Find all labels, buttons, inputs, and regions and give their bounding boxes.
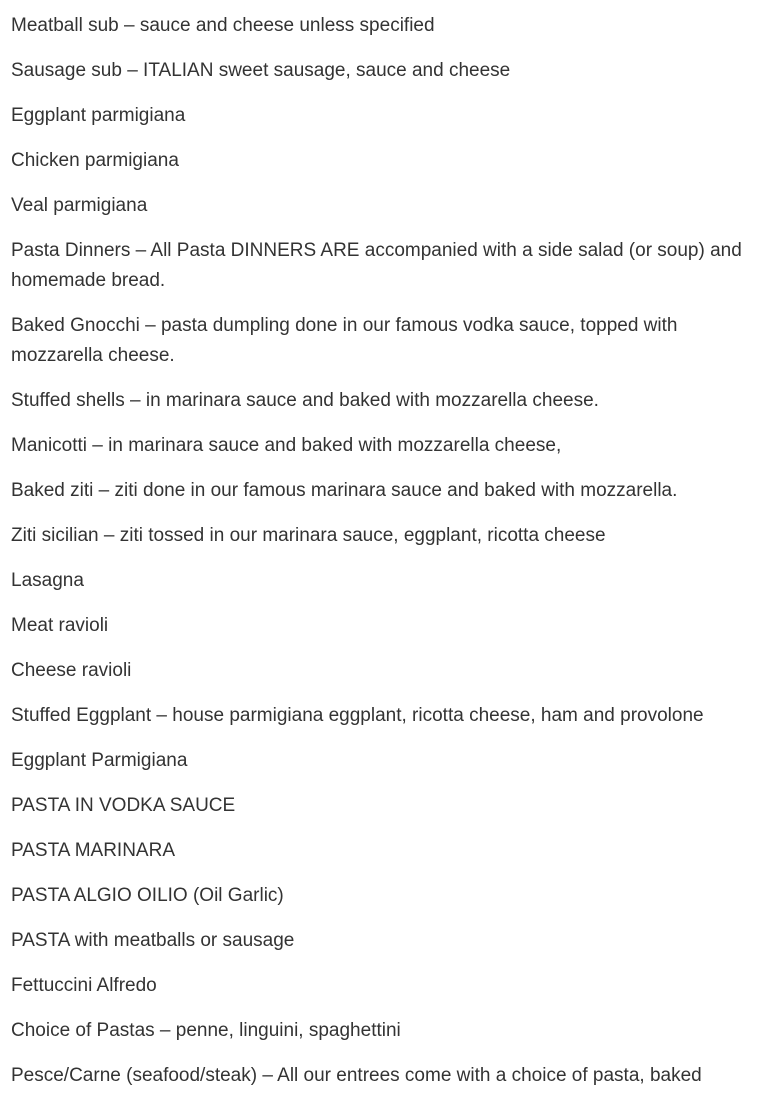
menu-item-pasta-marinara: PASTA MARINARA	[11, 840, 175, 861]
menu-list	[11, 11, 751, 1106]
menu-item-ziti-sicilian: Ziti sicilian – ziti tossed in our marinara sauce, eggplant, ricotta cheese	[11, 525, 606, 546]
menu-item-stuffed-shells: Stuffed shells – in marinara sauce and baked with mozzarella cheese.	[11, 390, 599, 411]
menu-item-meatball-sub: Meatball sub – sauce and cheese unless specified	[11, 15, 435, 36]
menu-item-baked-ziti: Baked ziti – ziti done in our famous marinara sauce and baked with mozzarella.	[11, 480, 678, 501]
menu-item-chicken-parmigiana: Chicken parmigiana	[11, 150, 179, 171]
menu-item-eggplant-parmigiana-sub: Eggplant parmigiana	[11, 105, 186, 126]
menu-item-pasta-meatballs-sausage: PASTA with meatballs or sausage	[11, 930, 295, 951]
menu-section-pasta-dinners: Pasta Dinners – All Pasta DINNERS ARE accompanied with a side salad (or soup) and homemade bread.	[11, 240, 742, 291]
menu-item-meat-ravioli: Meat ravioli	[11, 615, 109, 636]
menu-item-baked-gnocchi: Baked Gnocchi – pasta dumpling done in our famous vodka sauce, topped with mozzarella cheese.	[11, 315, 678, 366]
menu-section-pesce-carne: Pesce/Carne (seafood/steak) – All our entrees come with a choice of pasta, baked	[11, 1065, 702, 1086]
menu-item-pasta-aglio-olio: PASTA ALGIO OILIO (Oil Garlic)	[11, 885, 284, 906]
menu-item-pasta-vodka-sauce: PASTA IN VODKA SAUCE	[11, 795, 236, 816]
menu-item-cheese-ravioli: Cheese ravioli	[11, 660, 132, 681]
menu-item-manicotti: Manicotti – in marinara sauce and baked with mozzarella cheese,	[11, 435, 562, 456]
menu-item-choice-of-pastas: Choice of Pastas – penne, linguini, spaghettini	[11, 1020, 401, 1041]
menu-item-lasagna: Lasagna	[11, 570, 84, 591]
menu-item-stuffed-eggplant: Stuffed Eggplant – house parmigiana eggplant, ricotta cheese, ham and provolone	[11, 705, 704, 726]
menu-item-sausage-sub: Sausage sub – ITALIAN sweet sausage, sauce and cheese	[11, 60, 511, 81]
menu-item-veal-parmigiana: Veal parmigiana	[11, 195, 148, 216]
menu-item-eggplant-parmigiana: Eggplant Parmigiana	[11, 750, 188, 771]
menu-item-fettuccini-alfredo: Fettuccini Alfredo	[11, 975, 157, 996]
